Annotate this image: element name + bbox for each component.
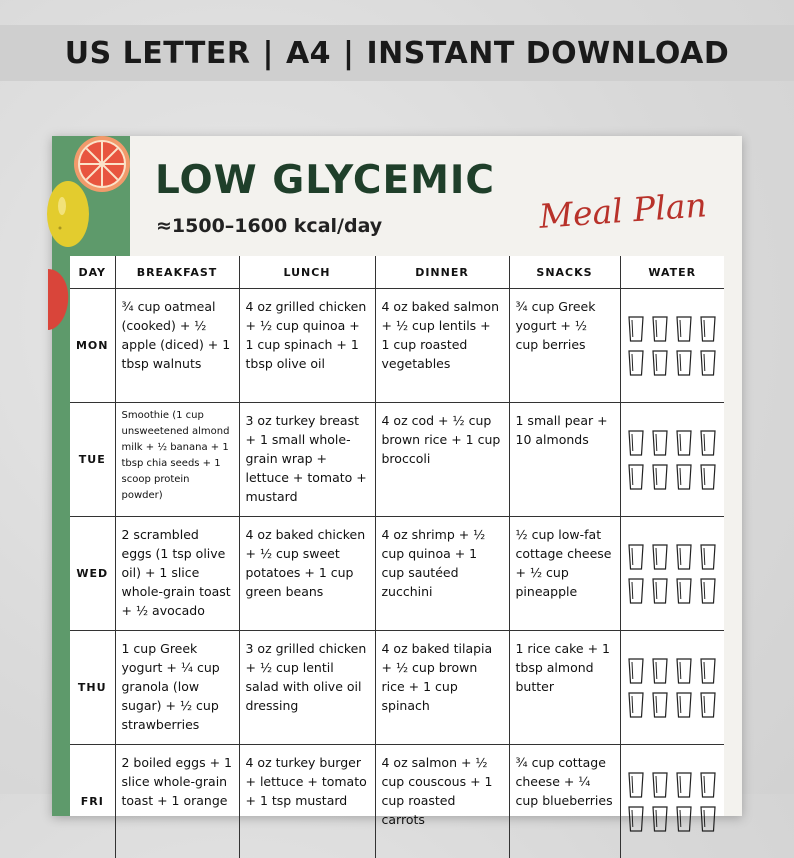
snacks-cell: ¾ cup Greek yogurt + ½ cup berries	[509, 289, 620, 403]
water-cup-checkbox[interactable]	[628, 692, 644, 718]
lunch-cell: 3 oz turkey breast + 1 small whole-grain wrap + lettuce + tomato + mustard	[239, 403, 375, 517]
lunch-cell: 4 oz baked chicken + ½ cup sweet potatoes + 1 cup green beans	[239, 517, 375, 631]
breakfast-cell: Smoothie (1 cup unsweetened almond milk + ½ banana + 1 tbsp chia seeds + 1 scoop protein powder)	[115, 403, 239, 517]
water-cup-checkbox[interactable]	[628, 544, 644, 570]
snacks-cell: 1 small pear + 10 almonds	[509, 403, 620, 517]
water-cell	[620, 517, 724, 631]
dinner-cell: 4 oz cod + ½ cup brown rice + 1 cup broccoli	[375, 403, 509, 517]
breakfast-cell: 2 scrambled eggs (1 tsp olive oil) + 1 slice whole-grain toast + ½ avocado	[115, 517, 239, 631]
meal-plan-sheet	[52, 136, 742, 816]
water-cup-checkbox[interactable]	[700, 806, 716, 832]
dinner-cell: 4 oz baked tilapia + ½ cup brown rice + 1 cup spinach	[375, 631, 509, 745]
day-cell: THU	[70, 631, 115, 745]
banner-separator: |	[262, 36, 273, 71]
snacks-cell: 1 rice cake + 1 tbsp almond butter	[509, 631, 620, 745]
day-cell: FRI	[70, 745, 115, 858]
lunch-cell: 4 oz turkey burger + lettuce + tomato + 1 tsp mustard	[239, 745, 375, 858]
lunch-cell: 3 oz grilled chicken + ½ cup lentil salad with olive oil dressing	[239, 631, 375, 745]
table-row	[70, 631, 724, 745]
table-row	[70, 403, 724, 517]
day-cell: MON	[70, 289, 115, 403]
water-cup-checkbox[interactable]	[676, 430, 692, 456]
water-cup-checkbox[interactable]	[652, 544, 668, 570]
water-cup-checkbox[interactable]	[676, 806, 692, 832]
day-cell: TUE	[70, 403, 115, 517]
water-cell	[620, 289, 724, 403]
water-cup-checkbox[interactable]	[628, 806, 644, 832]
header-dinner: DINNER	[375, 256, 509, 289]
water-cup-checkbox[interactable]	[700, 350, 716, 376]
water-cup-checkbox[interactable]	[652, 692, 668, 718]
water-cup-checkbox[interactable]	[700, 772, 716, 798]
water-cup-checkbox[interactable]	[700, 544, 716, 570]
banner-separator: |	[343, 36, 354, 71]
water-cup-checkbox[interactable]	[652, 658, 668, 684]
meal-plan-table	[70, 256, 724, 858]
page-title: LOW GLYCEMIC	[155, 158, 495, 203]
table-header-row	[70, 256, 724, 289]
water-cup-checkbox[interactable]	[700, 316, 716, 342]
table-row	[70, 289, 724, 403]
water-cup-checkbox[interactable]	[700, 692, 716, 718]
banner-a4: A4	[286, 36, 331, 71]
water-cell	[620, 631, 724, 745]
calorie-target: ≈1500–1600 kcal/day	[156, 215, 382, 237]
lemon-icon	[46, 176, 94, 250]
water-cup-checkbox[interactable]	[700, 430, 716, 456]
snacks-cell: ¾ cup cottage cheese + ¼ cup blueberries	[509, 745, 620, 858]
water-cup-checkbox[interactable]	[652, 464, 668, 490]
water-cup-grid	[621, 316, 725, 376]
snacks-cell: ½ cup low-fat cottage cheese + ½ cup pineapple	[509, 517, 620, 631]
header-day: DAY	[70, 256, 115, 289]
water-cup-checkbox[interactable]	[652, 350, 668, 376]
water-cup-checkbox[interactable]	[676, 772, 692, 798]
water-cup-checkbox[interactable]	[652, 578, 668, 604]
water-cup-checkbox[interactable]	[628, 316, 644, 342]
water-cup-checkbox[interactable]	[676, 578, 692, 604]
water-cup-grid	[621, 658, 725, 718]
water-cup-checkbox[interactable]	[628, 658, 644, 684]
water-cup-checkbox[interactable]	[676, 316, 692, 342]
water-cup-checkbox[interactable]	[652, 772, 668, 798]
water-cup-checkbox[interactable]	[700, 464, 716, 490]
water-cup-checkbox[interactable]	[676, 692, 692, 718]
dinner-cell: 4 oz salmon + ½ cup couscous + 1 cup roasted carrots	[375, 745, 509, 858]
water-cell	[620, 745, 724, 858]
table-row	[70, 517, 724, 631]
water-cup-checkbox[interactable]	[676, 350, 692, 376]
water-cup-checkbox[interactable]	[628, 464, 644, 490]
lunch-cell: 4 oz grilled chicken + ½ cup quinoa + 1 cup spinach + 1 tbsp olive oil	[239, 289, 375, 403]
water-cup-checkbox[interactable]	[628, 350, 644, 376]
water-cup-grid	[621, 544, 725, 604]
water-cup-checkbox[interactable]	[652, 430, 668, 456]
water-cup-checkbox[interactable]	[700, 578, 716, 604]
water-cup-checkbox[interactable]	[652, 806, 668, 832]
header-breakfast: BREAKFAST	[115, 256, 239, 289]
water-cup-checkbox[interactable]	[676, 658, 692, 684]
breakfast-cell: 1 cup Greek yogurt + ¼ cup granola (low sugar) + ½ cup strawberries	[115, 631, 239, 745]
table-row	[70, 745, 724, 858]
dinner-cell: 4 oz baked salmon + ½ cup lentils + 1 cup roasted vegetables	[375, 289, 509, 403]
meal-plan-table-wrapper	[70, 256, 724, 816]
breakfast-cell: 2 boiled eggs + 1 slice whole-grain toast + 1 orange	[115, 745, 239, 858]
top-banner	[0, 25, 794, 81]
apple-icon	[48, 264, 70, 334]
banner-us-letter: US LETTER	[65, 36, 251, 71]
banner-instant-download: INSTANT DOWNLOAD	[367, 36, 730, 71]
water-cup-checkbox[interactable]	[628, 430, 644, 456]
water-cup-checkbox[interactable]	[676, 544, 692, 570]
water-cup-grid	[621, 430, 725, 490]
breakfast-cell: ¾ cup oatmeal (cooked) + ½ apple (diced) + 1 tbsp walnuts	[115, 289, 239, 403]
header-water: WATER	[620, 256, 724, 289]
water-cup-checkbox[interactable]	[628, 772, 644, 798]
water-cell	[620, 403, 724, 517]
water-cup-checkbox[interactable]	[652, 316, 668, 342]
water-cup-grid	[621, 772, 725, 832]
dinner-cell: 4 oz shrimp + ½ cup quinoa + 1 cup sautéed zucchini	[375, 517, 509, 631]
water-cup-checkbox[interactable]	[628, 578, 644, 604]
water-cup-checkbox[interactable]	[676, 464, 692, 490]
day-cell: WED	[70, 517, 115, 631]
meal-plan-script-title: Meal Plan	[538, 185, 708, 236]
header-lunch: LUNCH	[239, 256, 375, 289]
water-cup-checkbox[interactable]	[700, 658, 716, 684]
header-snacks: SNACKS	[509, 256, 620, 289]
